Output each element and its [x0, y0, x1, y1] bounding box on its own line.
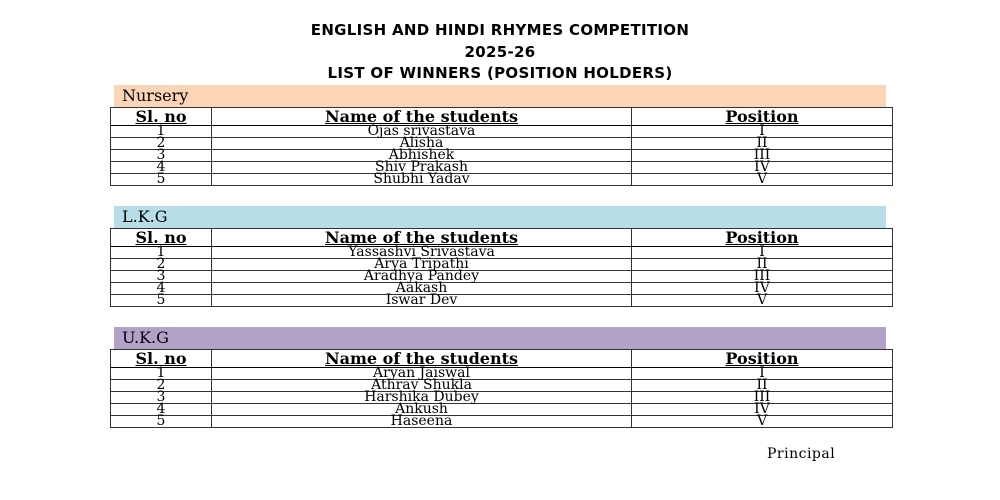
cell-position: II	[632, 138, 893, 150]
table-row	[111, 259, 893, 271]
table-row	[111, 283, 893, 295]
cell-name: Aradhya Pandey	[212, 271, 632, 283]
winners-table	[110, 228, 893, 307]
document-title: ENGLISH AND HINDI RHYMES COMPETITION	[310, 21, 690, 39]
table-row	[111, 126, 893, 138]
col-header-name: Name of the students	[212, 108, 632, 126]
cell-name: Ojas srivastava	[212, 126, 632, 138]
table-header-row	[111, 350, 893, 368]
col-header-slno: Sl. no	[111, 229, 212, 247]
section-nursery	[110, 85, 886, 186]
table-row	[111, 150, 893, 162]
cell-name: Arya Tripathi	[212, 259, 632, 271]
cell-slno: 2	[111, 380, 212, 392]
cell-slno: 3	[111, 150, 212, 162]
col-header-position: Position	[632, 350, 893, 368]
table-row	[111, 295, 893, 307]
cell-position: II	[632, 380, 893, 392]
cell-position: III	[632, 150, 893, 162]
table-row	[111, 392, 893, 404]
cell-slno: 3	[111, 271, 212, 283]
section-ukg	[110, 327, 886, 428]
table-row	[111, 271, 893, 283]
col-header-name: Name of the students	[212, 229, 632, 247]
cell-position: V	[632, 174, 893, 186]
principal-signature-label: Principal	[767, 446, 836, 462]
cell-slno: 2	[111, 138, 212, 150]
table-row	[111, 380, 893, 392]
cell-position: I	[632, 126, 893, 138]
winners-table	[110, 107, 893, 186]
col-header-slno: Sl. no	[111, 350, 212, 368]
cell-name: Aryan Jaiswal	[212, 368, 632, 380]
cell-name: Haseena	[212, 416, 632, 428]
winners-table	[110, 349, 893, 428]
cell-position: V	[632, 295, 893, 307]
cell-name: Alisha	[212, 138, 632, 150]
col-header-slno: Sl. no	[111, 108, 212, 126]
cell-position: I	[632, 368, 893, 380]
section-title-band: Nursery	[114, 85, 886, 107]
cell-name: Aakash	[212, 283, 632, 295]
table-header-row	[111, 229, 893, 247]
cell-position: II	[632, 259, 893, 271]
table-row	[111, 174, 893, 186]
cell-slno: 1	[111, 126, 212, 138]
col-header-position: Position	[632, 229, 893, 247]
table-row	[111, 368, 893, 380]
cell-name: Harshika Dubey	[212, 392, 632, 404]
cell-position: I	[632, 247, 893, 259]
cell-position: III	[632, 271, 893, 283]
cell-slno: 2	[111, 259, 212, 271]
cell-slno: 5	[111, 416, 212, 428]
cell-slno: 4	[111, 162, 212, 174]
table-row	[111, 416, 893, 428]
cell-position: IV	[632, 162, 893, 174]
cell-slno: 1	[111, 368, 212, 380]
cell-position: IV	[632, 283, 893, 295]
cell-name: Athrav Shukla	[212, 380, 632, 392]
table-header-row	[111, 108, 893, 126]
cell-position: IV	[632, 404, 893, 416]
session-year: 2025-26	[464, 43, 536, 61]
cell-slno: 5	[111, 295, 212, 307]
cell-name: Shiv Prakash	[212, 162, 632, 174]
table-row	[111, 247, 893, 259]
cell-slno: 4	[111, 404, 212, 416]
table-row	[111, 138, 893, 150]
col-header-position: Position	[632, 108, 893, 126]
cell-name: Iswar Dev	[212, 295, 632, 307]
section-lkg	[110, 206, 886, 307]
cell-position: V	[632, 416, 893, 428]
cell-slno: 3	[111, 392, 212, 404]
document-subtitle: LIST OF WINNERS (POSITION HOLDERS)	[327, 64, 673, 82]
cell-name: Ankush	[212, 404, 632, 416]
cell-name: Yassashvi Srivastava	[212, 247, 632, 259]
col-header-name: Name of the students	[212, 350, 632, 368]
cell-slno: 1	[111, 247, 212, 259]
table-row	[111, 162, 893, 174]
section-title-band: L.K.G	[114, 206, 886, 228]
table-row	[111, 404, 893, 416]
cell-slno: 5	[111, 174, 212, 186]
cell-slno: 4	[111, 283, 212, 295]
cell-position: III	[632, 392, 893, 404]
section-title-band: U.K.G	[114, 327, 886, 349]
cell-name: Shubhi Yadav	[212, 174, 632, 186]
cell-name: Abhishek	[212, 150, 632, 162]
